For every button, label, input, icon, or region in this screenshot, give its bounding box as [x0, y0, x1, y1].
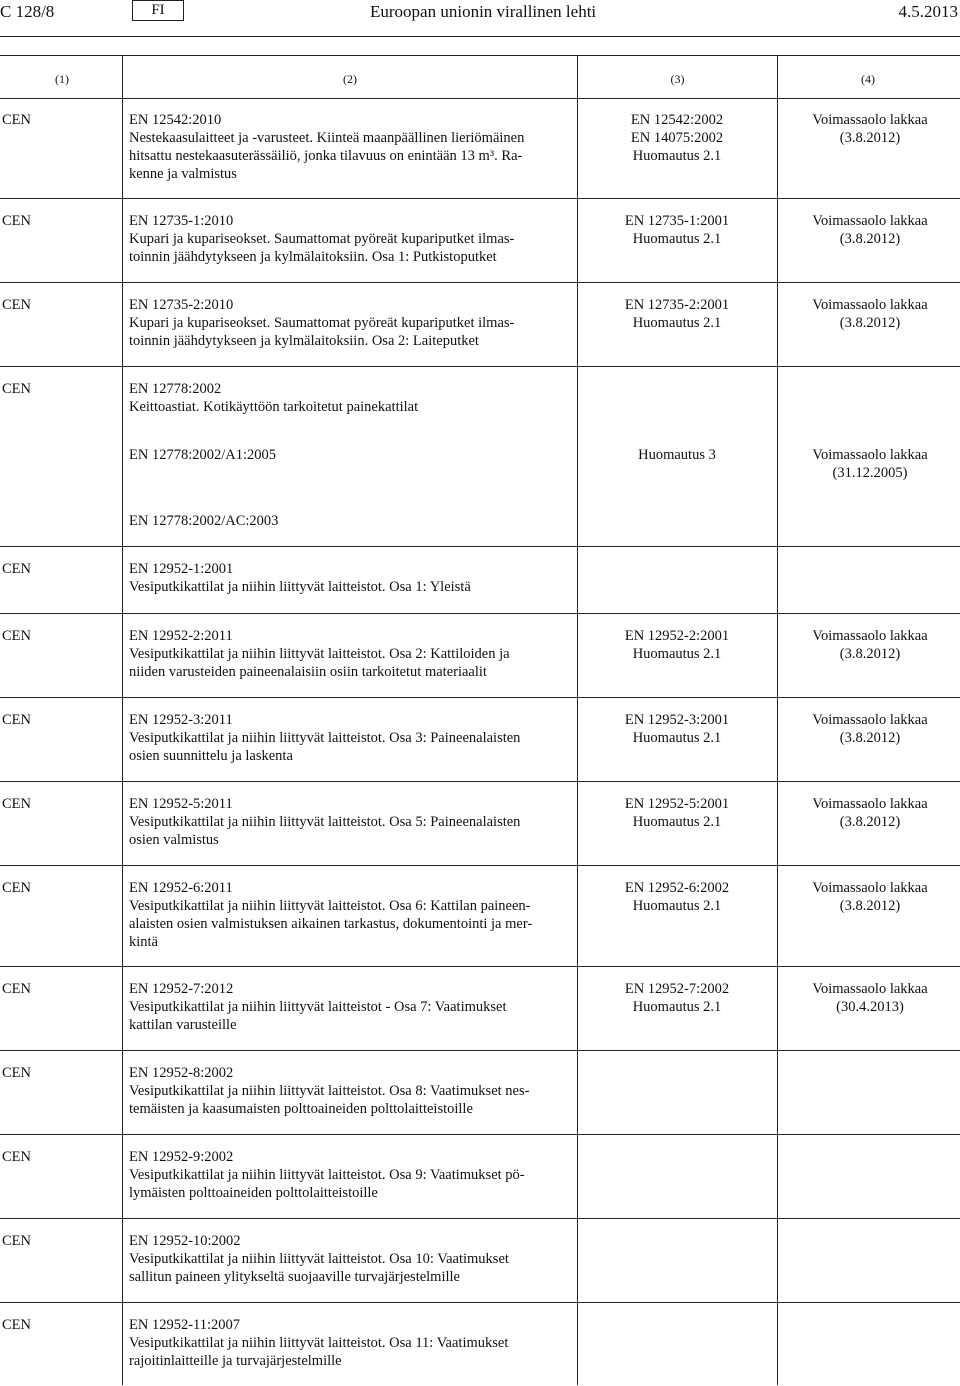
standard-cell — [129, 879, 569, 951]
standard-cell — [129, 795, 569, 849]
standard-cell — [129, 627, 569, 681]
superseded-standard-line: Huomautus 2.1 — [632, 898, 722, 914]
column-divider — [777, 55, 778, 1385]
superseded-standard-line: EN 14075:2002 — [630, 130, 724, 146]
standard-title-line: kintä — [129, 934, 158, 950]
standard-title-line: Vesiputkikattilat ja niihin liittyvät laitteistot. Osa 3: Paineenalaisten — [129, 730, 521, 746]
standard-title-line: toinnin jäähdytykseen ja kylmälaitoksiin. Osa 1: Putkistoputket — [129, 249, 497, 265]
cessation-date-cell — [783, 879, 957, 915]
standard-title-line: sallitun paineen ylitykseltä suojaaville turvajärjestelmille — [129, 1269, 460, 1285]
column-header-2: (2) — [343, 72, 357, 86]
standard-cell — [129, 711, 569, 765]
standard-cell — [129, 446, 569, 464]
cessation-date-cell — [783, 296, 957, 332]
organisation-cell: CEN — [2, 1065, 31, 1081]
standard-reference: EN 12952-11:2007 — [129, 1317, 241, 1333]
superseded-standard-line: EN 12952-5:2001 — [624, 796, 730, 812]
publication-title: Euroopan unionin virallinen lehti — [370, 2, 597, 21]
organisation-cell: CEN — [2, 213, 31, 229]
standard-cell — [129, 1232, 569, 1286]
standard-reference: EN 12952-9:2002 — [129, 1149, 234, 1165]
standard-reference: EN 12735-1:2010 — [129, 213, 234, 229]
cessation-date-line: Voimassaolo lakkaa — [812, 712, 928, 728]
organisation-cell: CEN — [2, 796, 31, 812]
organisation-cell: CEN — [2, 1149, 31, 1165]
standard-title-line: Vesiputkikattilat ja niihin liittyvät laitteistot. Osa 8: Vaatimukset nes- — [129, 1083, 530, 1099]
cessation-date-line: Voimassaolo lakkaa — [812, 628, 928, 644]
organisation-cell: CEN — [2, 561, 31, 577]
superseded-standard-line: EN 12542:2002 — [630, 112, 724, 128]
standard-title-line: Vesiputkikattilat ja niihin liittyvät laitteistot. Osa 9: Vaatimukset pö- — [129, 1167, 525, 1183]
standard-reference: EN 12952-6:2011 — [129, 880, 233, 896]
row-separator — [0, 282, 960, 283]
cessation-date-cell — [783, 212, 957, 248]
cessation-date-cell — [783, 111, 957, 147]
organisation-cell: CEN — [2, 1317, 31, 1333]
standard-title-line: Vesiputkikattilat ja niihin liittyvät laitteistot. Osa 1: Yleistä — [129, 579, 471, 595]
column-divider — [577, 55, 578, 1385]
cessation-date-line: (30.4.2013) — [836, 999, 904, 1015]
row-separator — [0, 865, 960, 866]
cessation-date-cell — [783, 627, 957, 663]
column-header-3: (3) — [670, 72, 685, 86]
cessation-date-line: Voimassaolo lakkaa — [812, 796, 928, 812]
cessation-date-line: (3.8.2012) — [839, 814, 901, 830]
column-header-rule — [0, 98, 960, 99]
organisation-cell: CEN — [2, 381, 31, 397]
cessation-date-cell — [783, 711, 957, 747]
row-separator — [0, 198, 960, 199]
superseded-standard-line: Huomautus 2.1 — [632, 231, 722, 247]
standard-cell — [129, 1064, 569, 1118]
standard-reference: EN 12735-2:2010 — [129, 297, 234, 313]
row-separator — [0, 697, 960, 698]
standard-title-line: niiden varusteiden paineenalaisiin osiin tarkoitetut materiaalit — [129, 664, 487, 680]
organisation-cell: CEN — [2, 880, 31, 896]
organisation-cell: CEN — [2, 112, 31, 128]
superseded-standard-cell — [581, 446, 773, 464]
standard-cell — [129, 512, 569, 530]
standard-title-line: Nestekaasulaitteet ja -varusteet. Kiinteä maanpäällinen lieriömäinen — [129, 130, 525, 146]
standard-reference: EN 12778:2002/A1:2005 — [129, 447, 277, 463]
superseded-standard-cell — [581, 711, 773, 747]
publication-date: 4.5.2013 — [898, 2, 958, 21]
superseded-standard-line: Huomautus 2.1 — [632, 646, 722, 662]
standard-title-line: Vesiputkikattilat ja niihin liittyvät laitteistot. Osa 2: Kattiloiden ja — [129, 646, 510, 662]
language-box: FI — [132, 0, 184, 21]
cessation-date-line: (3.8.2012) — [839, 231, 901, 247]
table-top-rule — [0, 55, 960, 56]
cessation-date-line: Voimassaolo lakkaa — [812, 213, 928, 229]
column-divider — [122, 55, 123, 1385]
standard-cell — [129, 296, 569, 350]
standard-reference: EN 12952-1:2001 — [129, 561, 234, 577]
standard-title-line: temäisten ja kaasumaisten polttoaineiden polttolaitteistoille — [129, 1101, 473, 1117]
standard-reference: EN 12952-7:2012 — [129, 981, 234, 997]
standard-title-line: Kupari ja kupariseokset. Saumattomat pyöreät kupariputket ilmas- — [129, 315, 515, 331]
page-header — [0, 0, 960, 36]
organisation-cell: CEN — [2, 712, 31, 728]
cessation-date-line: (3.8.2012) — [839, 315, 901, 331]
standard-title-line: Vesiputkikattilat ja niihin liittyvät laitteistot. Osa 10: Vaatimukset — [129, 1251, 509, 1267]
standard-title-line: Kupari ja kupariseokset. Saumattomat pyöreät kupariputket ilmas- — [129, 231, 515, 247]
column-header-4: (4) — [861, 72, 875, 86]
cessation-date-line: Voimassaolo lakkaa — [812, 981, 928, 997]
superseded-standard-cell — [581, 627, 773, 663]
standard-title-line: osien valmistus — [129, 832, 219, 848]
page-reference: C 128/8 — [0, 2, 55, 21]
standard-reference: EN 12952-8:2002 — [129, 1065, 234, 1081]
standard-reference: EN 12952-5:2011 — [129, 796, 233, 812]
superseded-standard-cell — [581, 296, 773, 332]
superseded-standard-line: Huomautus 2.1 — [632, 148, 722, 164]
standard-title-line: Vesiputkikattilat ja niihin liittyvät laitteistot - Osa 7: Vaatimukset — [129, 999, 507, 1015]
superseded-standard-line: EN 12952-6:2002 — [624, 880, 730, 896]
cessation-date-line: Voimassaolo lakkaa — [812, 112, 928, 128]
standard-title-line: lymäisten polttoaineiden polttolaitteistoille — [129, 1185, 378, 1201]
standard-title-line: osien suunnittelu ja laskenta — [129, 748, 293, 764]
superseded-standard-line: Huomautus 3 — [638, 447, 716, 463]
standard-title-line: Vesiputkikattilat ja niihin liittyvät laitteistot. Osa 5: Paineenalaisten — [129, 814, 521, 830]
superseded-standard-line: EN 12952-7:2002 — [624, 981, 730, 997]
standard-reference: EN 12778:2002 — [129, 381, 222, 397]
row-separator — [0, 546, 960, 547]
standard-title-line: Vesiputkikattilat ja niihin liittyvät laitteistot. Osa 6: Kattilan paineen- — [129, 898, 531, 914]
superseded-standard-cell — [581, 980, 773, 1016]
standard-reference: EN 12542:2010 — [129, 112, 222, 128]
header-rule — [0, 36, 960, 37]
cessation-date-line: Voimassaolo lakkaa — [812, 447, 928, 463]
organisation-cell: CEN — [2, 981, 31, 997]
cessation-date-cell — [783, 795, 957, 831]
superseded-standard-line: EN 12735-1:2001 — [624, 213, 730, 229]
standard-reference: EN 12952-3:2011 — [129, 712, 233, 728]
row-separator — [0, 1050, 960, 1051]
superseded-standard-line: EN 12735-2:2001 — [624, 297, 730, 313]
cessation-date-cell — [783, 446, 957, 482]
standard-cell — [129, 980, 569, 1034]
standard-cell — [129, 1148, 569, 1202]
superseded-standard-cell — [581, 795, 773, 831]
standard-title-line: kattilan varusteille — [129, 1017, 237, 1033]
standard-reference: EN 12778:2002/AC:2003 — [129, 513, 279, 529]
superseded-standard-cell — [581, 879, 773, 915]
superseded-standard-line: Huomautus 2.1 — [632, 315, 722, 331]
organisation-cell: CEN — [2, 1233, 31, 1249]
cessation-date-line: (3.8.2012) — [839, 646, 901, 662]
standard-reference: EN 12952-2:2011 — [129, 628, 233, 644]
cessation-date-line: Voimassaolo lakkaa — [812, 297, 928, 313]
standard-title-line: Vesiputkikattilat ja niihin liittyvät laitteistot. Osa 11: Vaatimukset — [129, 1335, 509, 1351]
standard-cell — [129, 1316, 569, 1370]
row-separator — [0, 966, 960, 967]
standard-title-line: Keittoastiat. Kotikäyttöön tarkoitetut painekattilat — [129, 399, 419, 415]
row-separator — [0, 1218, 960, 1219]
cessation-date-line: (3.8.2012) — [839, 730, 901, 746]
superseded-standard-line: EN 12952-3:2001 — [624, 712, 730, 728]
standard-cell — [129, 212, 569, 266]
standard-title-line: hitsattu nestekaasuterässäiliö, jonka tilavuus on enintään 13 m³. Ra- — [129, 148, 523, 164]
standard-cell — [129, 560, 569, 596]
superseded-standard-cell — [581, 212, 773, 248]
row-separator — [0, 1302, 960, 1303]
row-separator — [0, 781, 960, 782]
cessation-date-line: (3.8.2012) — [839, 130, 901, 146]
standard-cell — [129, 380, 569, 416]
cessation-date-cell — [783, 980, 957, 1016]
organisation-cell: CEN — [2, 297, 31, 313]
column-header-1: (1) — [55, 72, 69, 86]
organisation-cell: CEN — [2, 628, 31, 644]
standard-title-line: alaisten osien valmistuksen aikainen tarkastus, dokumentointi ja mer- — [129, 916, 533, 932]
row-separator — [0, 366, 960, 367]
cessation-date-line: Voimassaolo lakkaa — [812, 880, 928, 896]
standard-cell — [129, 111, 569, 183]
standard-reference: EN 12952-10:2002 — [129, 1233, 241, 1249]
superseded-standard-line: Huomautus 2.1 — [632, 814, 722, 830]
superseded-standard-line: Huomautus 2.1 — [632, 730, 722, 746]
row-separator — [0, 613, 960, 614]
standard-title-line: kenne ja valmistus — [129, 166, 237, 182]
superseded-standard-line: Huomautus 2.1 — [632, 999, 722, 1015]
superseded-standard-line: EN 12952-2:2001 — [624, 628, 730, 644]
superseded-standard-cell — [581, 111, 773, 165]
cessation-date-line: (31.12.2005) — [832, 465, 908, 481]
standard-title-line: rajoitinlaitteille ja turvajärjestelmille — [129, 1353, 342, 1369]
row-separator — [0, 1134, 960, 1135]
cessation-date-line: (3.8.2012) — [839, 898, 901, 914]
standard-title-line: toinnin jäähdytykseen ja kylmälaitoksiin. Osa 2: Laiteputket — [129, 333, 479, 349]
